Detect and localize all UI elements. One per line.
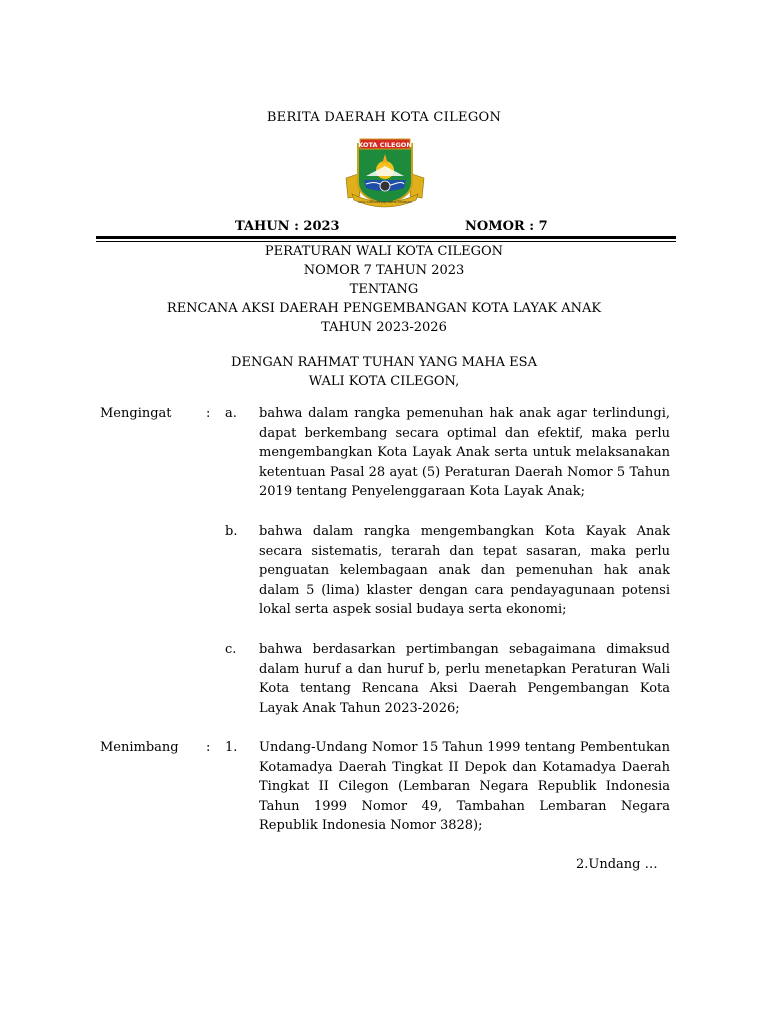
emblem-motto-text: KOTA CILEGON JAJA GRHA TAMBARA (358, 200, 412, 204)
mengingat-item-b-marker: b. (225, 524, 238, 539)
menimbang-item-1-text: Undang-Undang Nomor 15 Tahun 1999 tentang Pembentukan Kotamadya Daerah Tingkat II Depok dan Kotamadya Daerah Tingkat II Cilegon (Lembaran Negara Republik Indonesia Tahun 1999 Nomor 49, Tambahan Lembaran Negara Republik Indonesia Nomor 3828); (259, 740, 670, 834)
mengingat-item-c-text: bahwa berdasarkan pertimbangan sebagaimana dimaksud dalam huruf a dan huruf b, perlu menetapkan Peraturan Wali Kota tentang Rencana Aksi Daerah Pengembangan Kota Layak Anak Tahun 2023-2026; (259, 642, 670, 716)
menimbang-colon: : (206, 740, 211, 755)
next-page-catchword: 2.Undang … (576, 857, 658, 872)
regulation-title-line-3: TENTANG (349, 282, 419, 297)
tahun-label: TAHUN : 2023 (235, 219, 340, 234)
emblem-banner-text: KOTA CILEGON (358, 141, 412, 149)
menimbang-item-1-marker: 1. (225, 740, 238, 755)
mengingat-item-a-marker: a. (225, 406, 237, 421)
kota-cilegon-emblem (344, 136, 426, 208)
document-header-title: BERITA DAERAH KOTA CILEGON (266, 110, 502, 125)
nomor-label: NOMOR : 7 (465, 219, 548, 234)
mengingat-colon: : (206, 406, 211, 421)
regulation-title-line-1: PERATURAN WALI KOTA CILEGON (264, 244, 504, 259)
regulation-title-line-2: NOMOR 7 TAHUN 2023 (303, 263, 465, 278)
mengingat-item-c-marker: c. (225, 642, 237, 657)
preamble-line-2: WALI KOTA CILEGON, (308, 374, 460, 389)
menimbang-label: Menimbang (100, 740, 179, 755)
mengingat-item-a-text: bahwa dalam rangka pemenuhan hak anak agar terlindungi, dapat berkembang secara optimal dan efektif, maka perlu mengembangkan Kota Layak Anak serta untuk melaksanakan ketentuan Pasal 28 ayat (5) Peraturan Daerah Nomor 5 Tahun 2019 tentang Penyelenggaraan Kota Layak Anak; (259, 406, 670, 500)
mengingat-item-b-text: bahwa dalam rangka mengembangkan Kota Kayak Anak secara sistematis, terarah dan tepat sasaran, maka perlu penguatan kelembagaan anak dan pemenuhan hak anak dalam 5 (lima) klaster dengan cara pendayagunaan potensi lokal serta aspek sosial budaya serta ekonomi; (259, 524, 670, 618)
header-rule-thin (96, 241, 676, 242)
mengingat-label: Mengingat (100, 406, 172, 421)
preamble-line-1: DENGAN RAHMAT TUHAN YANG MAHA ESA (231, 355, 537, 370)
regulation-title-line-4: RENCANA AKSI DAERAH PENGEMBANGAN KOTA LAYAK ANAK (166, 301, 602, 316)
header-rule-thick (96, 236, 676, 239)
regulation-title-line-5: TAHUN 2023-2026 (321, 320, 447, 335)
